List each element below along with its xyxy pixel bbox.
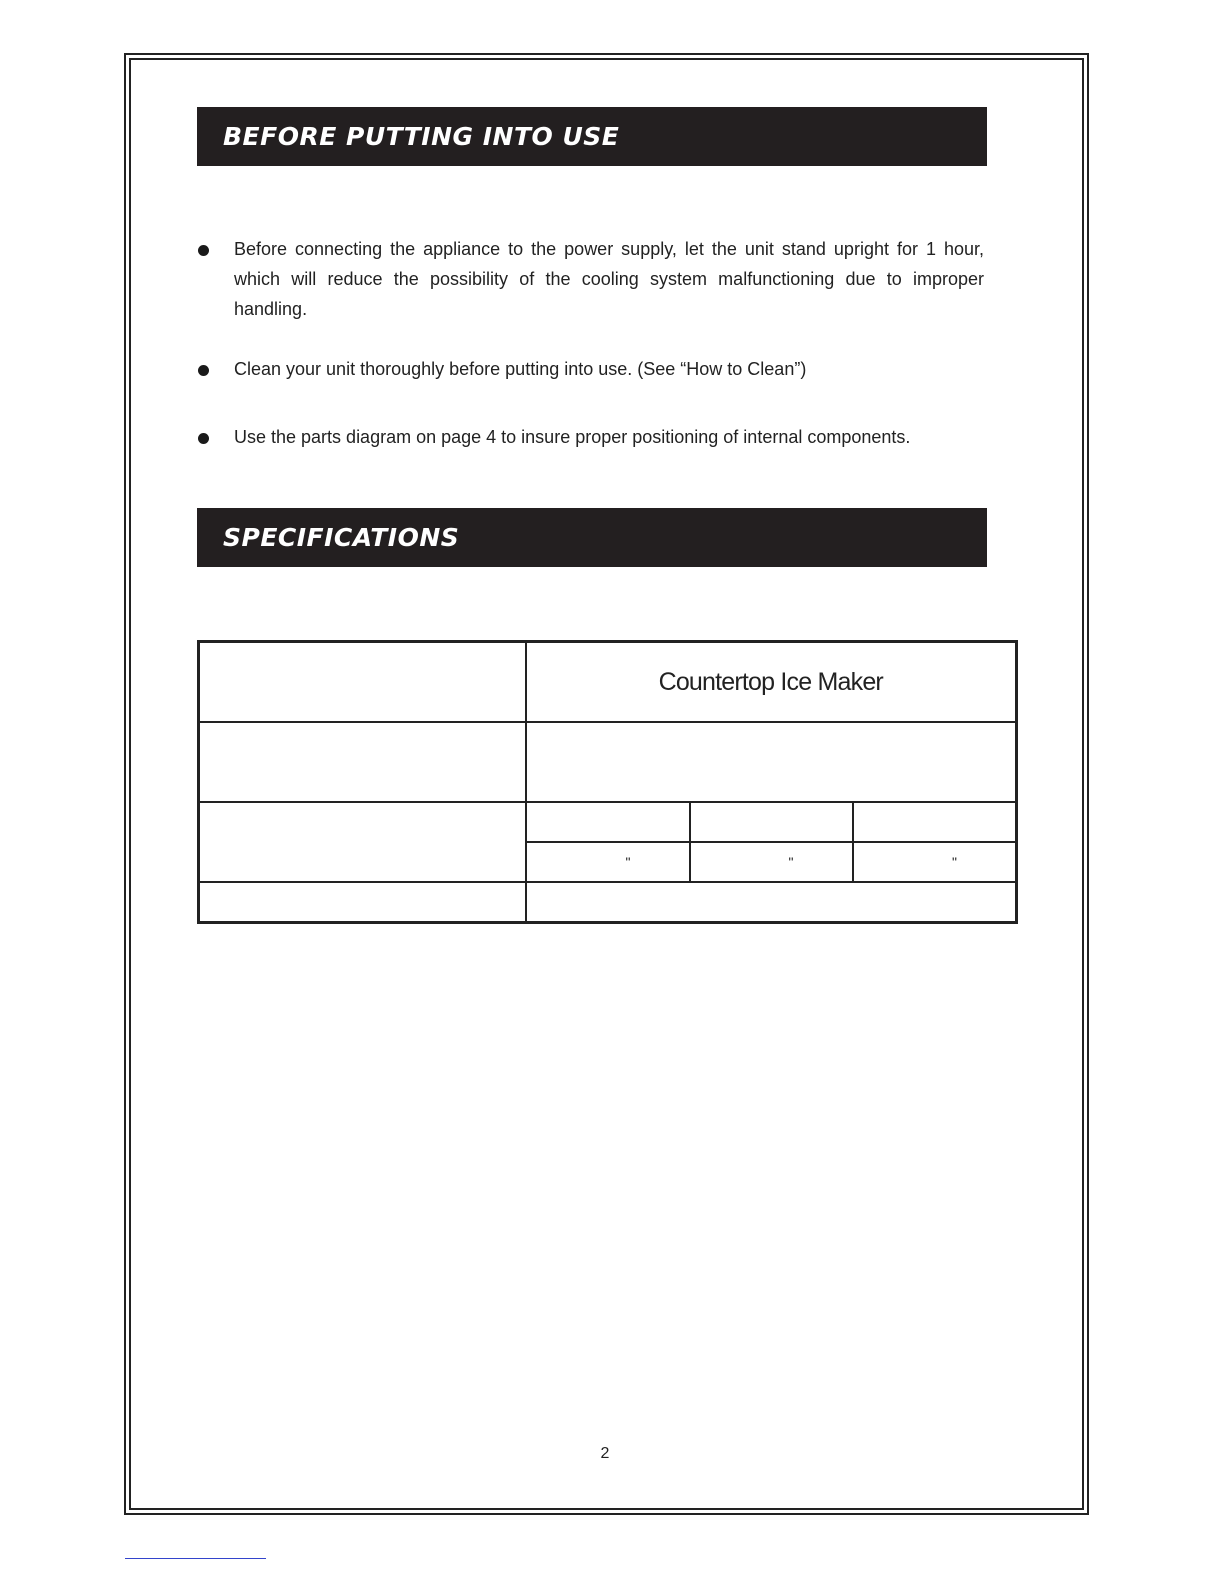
table-row — [199, 882, 1017, 923]
inch-mark-cell: " — [853, 842, 1017, 882]
table-cell — [199, 882, 526, 923]
table-cell — [199, 642, 526, 723]
bullet-icon — [198, 433, 209, 444]
table-cell — [199, 722, 526, 802]
section-heading-specifications — [197, 508, 987, 567]
table-cell — [526, 722, 1017, 802]
table-cell — [526, 802, 690, 842]
table-row — [199, 722, 1017, 802]
section-heading-text: SPECIFICATIONS — [223, 523, 460, 552]
bullet-text: Before connecting the appliance to the power supply, let the unit stand upright for 1 hour, which will reduce the possibility of the cooling system malfunctioning due to improper handling. — [234, 239, 984, 319]
page-number: 2 — [600, 1445, 610, 1462]
table-cell — [853, 802, 1017, 842]
table-cell — [690, 802, 853, 842]
link-underline[interactable] — [125, 1557, 266, 1559]
bullet-icon — [198, 365, 209, 376]
inch-mark-cell: " — [690, 842, 853, 882]
table-cell — [199, 802, 526, 882]
table-title-cell: Countertop Ice Maker — [526, 642, 1017, 723]
bullet-icon — [198, 245, 209, 256]
inch-mark-cell: " — [526, 842, 690, 882]
bullet-text: Use the parts diagram on page 4 to insure proper positioning of internal components. — [234, 427, 911, 447]
section-heading-text: BEFORE PUTTING INTO USE — [223, 122, 620, 151]
bullet-text: Clean your unit thoroughly before putting into use. (See “How to Clean”) — [234, 359, 807, 379]
section-heading-before-use — [197, 107, 987, 166]
specifications-table — [197, 640, 1018, 924]
table-cell — [526, 882, 1017, 923]
table-row — [199, 642, 1017, 723]
table-row — [199, 802, 1017, 842]
